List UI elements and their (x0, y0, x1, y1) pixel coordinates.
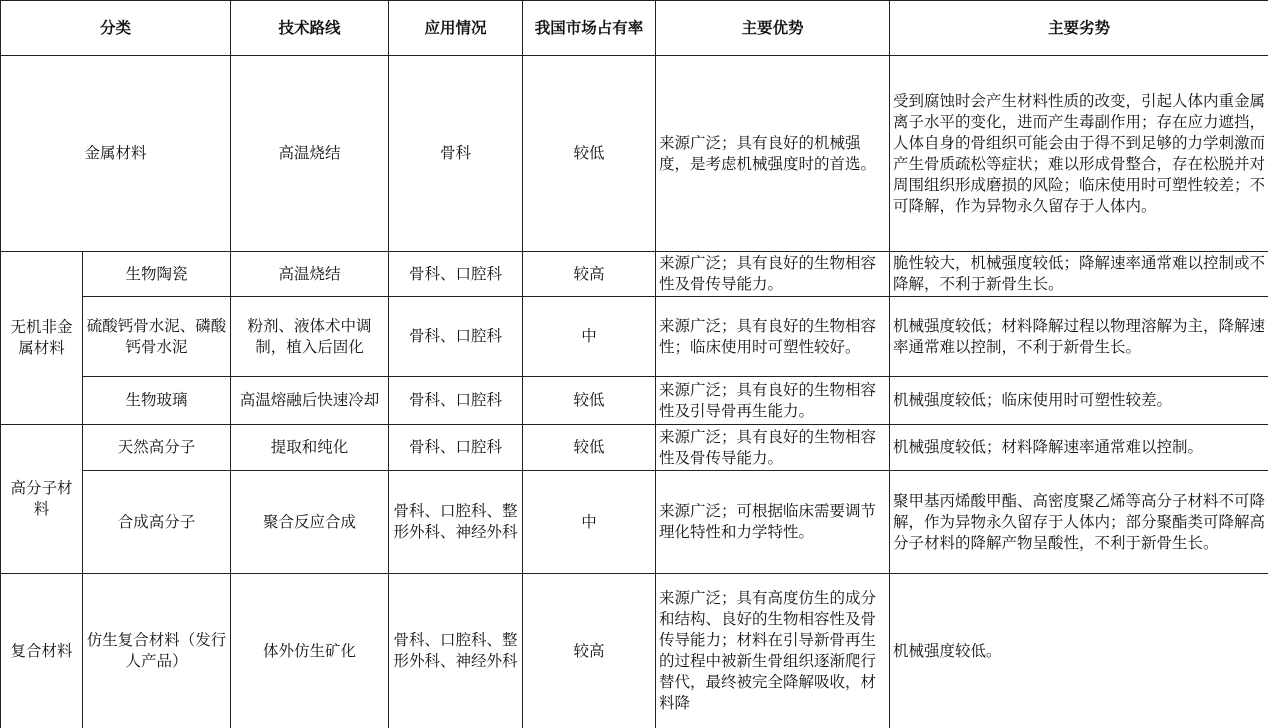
cell-dis: 受到腐蚀时会产生材料性质的改变，引起人体内重金属离子水平的变化，进而产生毒副作用；存在应力遮挡，人体自身的骨组织可能会由于得不到足够的力学刺激而产生骨质疏松等症状；难以形成骨整合，存在松脱并对周围组织形成磨损的风险；临床使用时可塑性较差；不可降解，作为异物永久留存于人体内。 (890, 56, 1268, 252)
cell-tech: 高温熔融后快速冷却 (231, 377, 389, 425)
cell-tech: 高温烧结 (231, 252, 389, 297)
cell-tech: 聚合反应合成 (231, 471, 389, 574)
cell-tech: 提取和纯化 (231, 425, 389, 471)
cell-tech: 高温烧结 (231, 56, 389, 252)
group-polymer: 高分子材料 (1, 425, 83, 574)
cell-share: 较低 (523, 377, 656, 425)
table-row-composite (1, 574, 1268, 728)
cell-name: 天然高分子 (83, 425, 231, 471)
table-row-cement (1, 297, 1268, 377)
cell-dis: 机械强度较低；材料降解过程以物理溶解为主，降解速率通常难以控制，不利于新骨生长。 (890, 297, 1268, 377)
header-market-share: 我国市场占有率 (523, 1, 656, 56)
cell-dis: 脆性较大，机械强度较低；降解速率通常难以控制或不降解，不利于新骨生长。 (890, 252, 1268, 297)
cell-name: 生物玻璃 (83, 377, 231, 425)
cell-app: 骨科 (389, 56, 523, 252)
cell-adv: 来源广泛；具有高度仿生的成分和结构、良好的生物相容性及骨传导能力；材料在引导新骨再生的过程中被新生骨组织逐渐爬行替代，最终被完全降解吸收，材料降 (656, 574, 890, 728)
cell-adv: 来源广泛；可根据临床需要调节理化特性和力学特性。 (656, 471, 890, 574)
cell-app: 骨科、口腔科 (389, 297, 523, 377)
cell-app: 骨科、口腔科 (389, 377, 523, 425)
cell-name: 生物陶瓷 (83, 252, 231, 297)
table-row-ceramic (1, 252, 1268, 297)
cell-share: 较低 (523, 56, 656, 252)
header-category: 分类 (1, 1, 231, 56)
table-row-glass (1, 377, 1268, 425)
group-inorganic: 无机非金属材料 (1, 252, 83, 425)
group-composite: 复合材料 (1, 574, 83, 728)
cell-name: 仿生复合材料（发行人产品） (83, 574, 231, 728)
cell-tech: 体外仿生矿化 (231, 574, 389, 728)
cell-adv: 来源广泛；具有良好的机械强度，是考虑机械强度时的首选。 (656, 56, 890, 252)
cell-share: 较高 (523, 574, 656, 728)
cell-dis: 机械强度较低；材料降解速率通常难以控制。 (890, 425, 1268, 471)
cell-share: 中 (523, 297, 656, 377)
table-row-synthetic-polymer (1, 471, 1268, 574)
cell-share: 中 (523, 471, 656, 574)
cell-share: 较高 (523, 252, 656, 297)
cell-app: 骨科、口腔科、整形外科、神经外科 (389, 471, 523, 574)
header-tech-route: 技术路线 (231, 1, 389, 56)
cell-name: 金属材料 (1, 56, 231, 252)
cell-app: 骨科、口腔科 (389, 252, 523, 297)
header-disadvantages: 主要劣势 (890, 1, 1268, 56)
cell-adv: 来源广泛；具有良好的生物相容性；临床使用时可塑性较好。 (656, 297, 890, 377)
table-row-natural-polymer (1, 425, 1268, 471)
cell-name: 硫酸钙骨水泥、磷酸钙骨水泥 (83, 297, 231, 377)
cell-app: 骨科、口腔科 (389, 425, 523, 471)
cell-app: 骨科、口腔科、整形外科、神经外科 (389, 574, 523, 728)
header-application: 应用情况 (389, 1, 523, 56)
cell-share: 较低 (523, 425, 656, 471)
cell-dis: 机械强度较低；临床使用时可塑性较差。 (890, 377, 1268, 425)
header-row (1, 1, 1268, 56)
table-row-metal (1, 56, 1268, 252)
cell-tech: 粉剂、液体术中调制，植入后固化 (231, 297, 389, 377)
cell-dis: 聚甲基丙烯酸甲酯、高密度聚乙烯等高分子材料不可降解，作为异物永久留存于人体内；部分聚酯类可降解高分子材料的降解产物呈酸性，不利于新骨生长。 (890, 471, 1268, 574)
cell-name: 合成高分子 (83, 471, 231, 574)
cell-dis: 机械强度较低。 (890, 574, 1268, 728)
cell-adv: 来源广泛；具有良好的生物相容性及骨传导能力。 (656, 252, 890, 297)
cell-adv: 来源广泛；具有良好的生物相容性及引导骨再生能力。 (656, 377, 890, 425)
header-advantages: 主要优势 (656, 1, 890, 56)
cell-adv: 来源广泛；具有良好的生物相容性及骨传导能力。 (656, 425, 890, 471)
